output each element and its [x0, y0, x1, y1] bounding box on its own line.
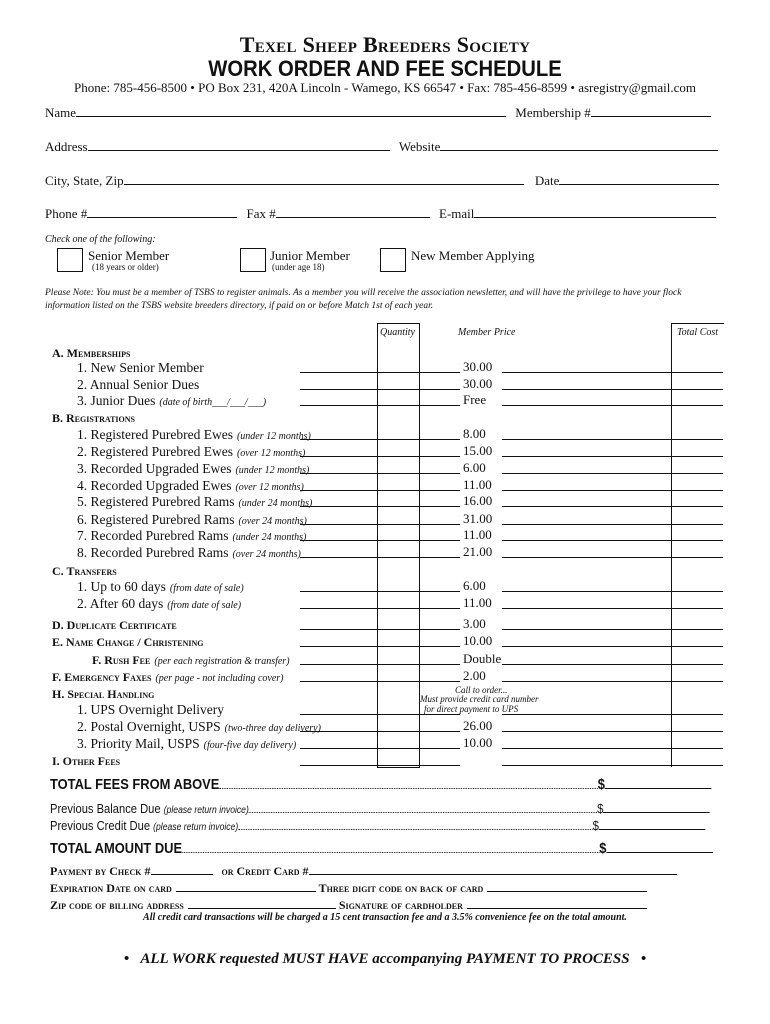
line-item-b7	[77, 527, 306, 545]
amount-due-row	[50, 840, 713, 857]
fee-note: All credit card transactions will be charged a 15 cent transaction fee and a 3.5% convenience fee on the total amount.	[143, 912, 627, 923]
member-price-header: Member Price	[458, 327, 516, 338]
dot-leader	[219, 778, 597, 789]
member-price: 21.00	[463, 544, 493, 559]
section-header-i	[52, 752, 120, 770]
credit-field[interactable]	[309, 862, 677, 875]
item-label: 3. Junior Dues	[77, 393, 156, 408]
quantity-line[interactable]	[300, 456, 460, 457]
total-cost-line[interactable]	[502, 629, 723, 630]
credit-label: or Credit Card #	[221, 864, 309, 878]
quantity-line[interactable]	[300, 506, 460, 507]
total-fees-field[interactable]	[605, 776, 712, 789]
expiration-field[interactable]	[176, 879, 316, 892]
item-label: 1. Up to 60 days	[77, 579, 166, 594]
phone-field[interactable]	[87, 205, 237, 218]
member-price: 11.00	[463, 477, 492, 492]
item-label: D. Duplicate Certificate	[52, 618, 177, 632]
item-note: (from date of sale)	[169, 583, 244, 594]
cvv-label: Three digit code on back of card	[318, 881, 484, 895]
item-note: (from date of sale)	[167, 600, 242, 611]
footer-text: ALL WORK requested MUST HAVE accompanying PAYMENT TO PROCESS	[140, 951, 630, 967]
dollar-sign: $	[597, 801, 604, 816]
amount-due-field[interactable]	[606, 840, 713, 853]
quantity-line[interactable]	[300, 681, 460, 682]
name-label: Name	[45, 105, 77, 120]
prev-balance-label: Previous Balance Due	[50, 801, 161, 816]
item-note: (under 12 months)	[236, 431, 311, 442]
section-header-e	[52, 633, 203, 651]
email-label: E-mail	[439, 206, 475, 221]
member-price: 6.00	[463, 578, 486, 593]
line-item-b2	[77, 443, 305, 461]
city-row	[45, 172, 719, 189]
member-price: 11.00	[463, 527, 492, 542]
quantity-line[interactable]	[300, 731, 460, 732]
member-price: 2.00	[463, 668, 486, 683]
junior-note: (under age 18)	[272, 262, 325, 272]
quantity-header: Quantity	[380, 327, 415, 338]
member-price: 10.00	[463, 633, 493, 648]
prev-credit-note: (please return invoice)	[153, 822, 239, 833]
check-prompt: Check one of the following:	[45, 234, 156, 245]
item-label: I. Other Fees	[52, 754, 121, 768]
new-member-label: New Member Applying	[411, 248, 535, 263]
quantity-line[interactable]	[300, 664, 460, 665]
junior-label: Junior Member	[270, 248, 350, 263]
line-item-a1	[77, 359, 204, 377]
address-label: Address	[45, 139, 88, 154]
phone-label: Phone #	[45, 206, 88, 221]
website-field[interactable]	[440, 138, 718, 151]
item-label: 3. Priority Mail, USPS	[77, 736, 200, 751]
member-price: 3.00	[463, 616, 486, 631]
item-label: 1. UPS Overnight Delivery	[77, 702, 224, 717]
quantity-line[interactable]	[300, 557, 460, 558]
item-label: 4. Recorded Upgraded Ewes	[77, 478, 232, 493]
item-note: (date of birth___/___/___)	[159, 397, 267, 408]
section-header-d	[52, 616, 177, 634]
total-cost-line[interactable]	[502, 372, 723, 373]
dot-leader	[182, 842, 599, 853]
item-note: (under 12 months)	[235, 465, 310, 476]
item-label: H. Special Handling	[52, 687, 155, 701]
senior-note: (18 years or older)	[92, 262, 159, 272]
prev-balance-row	[50, 800, 710, 816]
line-item-h1	[77, 701, 224, 719]
prev-balance-note: (please return invoice)	[163, 805, 249, 816]
phone-row	[45, 205, 716, 222]
item-label: 5. Registered Purebred Rams	[77, 494, 235, 509]
item-label: C. Transfers	[52, 564, 117, 578]
item-label: 6. Registered Purebred Rams	[77, 512, 235, 527]
quantity-line[interactable]	[300, 629, 460, 630]
item-note: (over 12 months)	[236, 448, 306, 459]
name-row	[45, 104, 711, 121]
item-note: (under 24 months)	[232, 532, 307, 543]
amount-due-label: TOTAL AMOUNT DUE	[50, 840, 183, 857]
junior-checkbox[interactable]	[240, 248, 266, 272]
section-header-f	[52, 668, 284, 686]
item-label: 2. Registered Purebred Ewes	[77, 444, 233, 459]
total-cost-line[interactable]	[502, 608, 723, 609]
quantity-line[interactable]	[300, 646, 460, 647]
name-field[interactable]	[76, 104, 506, 117]
date-label: Date	[534, 173, 560, 188]
prev-credit-label: Previous Credit Due	[50, 818, 151, 833]
quantity-line[interactable]	[300, 608, 460, 609]
total-cost-line[interactable]	[502, 540, 723, 541]
city-label: City, State, Zip	[45, 173, 124, 188]
line-item-a3	[77, 392, 266, 410]
quantity-line[interactable]	[300, 714, 460, 715]
item-label: 2. Postal Overnight, USPS	[77, 719, 221, 734]
footer-notice: • ALL WORK requested MUST HAVE accompanying PAYMENT TO PROCESS •	[123, 951, 647, 967]
quantity-line[interactable]	[300, 524, 460, 525]
line-item-b1	[77, 426, 311, 444]
quantity-line[interactable]	[300, 540, 460, 541]
item-label: E. Name Change / Christening	[52, 635, 204, 649]
prev-balance-field[interactable]	[603, 800, 710, 813]
member-price: 15.00	[463, 443, 493, 458]
expiration-row	[50, 879, 647, 896]
contact-info: Phone: 785-456-8500 • PO Box 231, 420A Lincoln - Wamego, KS 66547 • Fax: 785-456-8599 • asregistry@gmail.com	[74, 80, 696, 95]
prev-credit-field[interactable]	[599, 817, 706, 830]
quantity-line[interactable]	[300, 372, 460, 373]
signature-field[interactable]	[467, 896, 647, 909]
quantity-line[interactable]	[300, 765, 460, 766]
total-cost-line[interactable]	[502, 765, 723, 766]
zip-field[interactable]	[188, 896, 336, 909]
total-cost-line[interactable]	[502, 405, 723, 406]
prev-credit-row	[50, 817, 705, 833]
total-cost-header: Total Cost	[677, 327, 719, 338]
total-cost-line[interactable]	[502, 524, 723, 525]
dollar-sign: $	[597, 776, 605, 793]
total-fees-label: TOTAL FEES FROM ABOVE	[50, 776, 220, 793]
cvv-field[interactable]	[487, 879, 647, 892]
member-price: Free	[463, 392, 487, 407]
member-price: 11.00	[463, 595, 492, 610]
fax-field[interactable]	[276, 205, 430, 218]
ups-note-3: for direct payment to UPS	[424, 704, 519, 714]
dot-leader	[249, 802, 597, 813]
item-label: 3. Recorded Upgraded Ewes	[77, 461, 232, 476]
item-note: (two-three day delivery)	[224, 723, 321, 734]
address-row	[45, 138, 718, 155]
quantity-line[interactable]	[300, 591, 460, 592]
dollar-sign: $	[592, 818, 599, 833]
item-note: (over 24 months)	[238, 516, 307, 527]
quantity-line[interactable]	[300, 748, 460, 749]
membership-notice: Please Note: You must be a member of TSBS to register animals. As a member you will receive the association newsletter, and will have the privilege to have your flock information listed on the TSBS website breeders directory, if paid on or before Match 1st of each year.	[45, 288, 682, 311]
check-label: Payment by Check #	[50, 864, 151, 878]
quantity-line[interactable]	[300, 389, 460, 390]
email-field[interactable]	[474, 205, 716, 218]
zip-row	[50, 896, 647, 913]
total-cost-line[interactable]	[502, 439, 723, 440]
quantity-line[interactable]	[300, 490, 460, 491]
membership-label: Membership #	[515, 105, 591, 120]
line-item-b8	[77, 544, 301, 562]
member-price: 8.00	[463, 426, 486, 441]
item-label: F. Rush Fee	[92, 653, 151, 667]
item-label: 2. Annual Senior Dues	[77, 377, 200, 392]
ups-note-1: Call to order...	[455, 685, 508, 695]
line-item-h3	[77, 735, 296, 753]
section-header-rush	[92, 651, 290, 669]
total-cost-line[interactable]	[502, 473, 723, 474]
form-subtitle: WORK ORDER AND FEE SCHEDULE	[208, 56, 562, 81]
line-item-b5	[77, 493, 312, 511]
member-price: 26.00	[463, 718, 493, 733]
membership-field[interactable]	[591, 104, 711, 117]
total-fees-row	[50, 776, 712, 793]
item-label: B. Registrations	[52, 411, 135, 425]
new-member-checkbox[interactable]	[380, 248, 406, 272]
payment-row	[50, 862, 677, 879]
total-cost-line[interactable]	[502, 646, 723, 647]
zip-label: Zip code of billing address	[50, 898, 184, 912]
form-title: Texel Sheep Breeders Society	[239, 32, 531, 57]
member-price: 6.00	[463, 460, 486, 475]
item-note: (per page - not including cover)	[155, 673, 284, 684]
member-price: 30.00	[463, 376, 493, 391]
member-price: 30.00	[463, 359, 493, 374]
address-field[interactable]	[88, 138, 390, 151]
item-note: (four-five day delivery)	[203, 740, 297, 751]
check-field[interactable]	[151, 862, 213, 875]
date-field[interactable]	[559, 172, 719, 185]
fax-label: Fax #	[246, 206, 276, 221]
total-cost-line[interactable]	[502, 591, 723, 592]
total-cost-line[interactable]	[502, 664, 723, 665]
expiration-label: Expiration Date on card	[50, 881, 172, 895]
signature-label: Signature of cardholder	[338, 898, 463, 912]
section-header-b	[52, 409, 135, 427]
dot-leader	[238, 819, 592, 830]
ups-note-2: Must provide credit card number	[420, 694, 539, 704]
item-label: 7. Recorded Purebred Rams	[77, 528, 229, 543]
city-field[interactable]	[124, 172, 524, 185]
item-label: 1. Registered Purebred Ewes	[77, 427, 233, 442]
dollar-sign: $	[599, 840, 607, 857]
line-item-c2	[77, 595, 241, 613]
line-item-b3	[77, 460, 309, 478]
senior-label: Senior Member	[88, 248, 170, 263]
item-label: 2. After 60 days	[77, 596, 164, 611]
quantity-line[interactable]	[300, 473, 460, 474]
total-cost-line[interactable]	[502, 731, 723, 732]
website-label: Website	[398, 139, 441, 154]
total-cost-line[interactable]	[502, 557, 723, 558]
total-cost-line[interactable]	[502, 681, 723, 682]
quantity-line[interactable]	[300, 405, 460, 406]
member-price: 31.00	[463, 511, 493, 526]
total-cost-line[interactable]	[502, 456, 723, 457]
item-note: (over 12 months)	[235, 482, 304, 493]
item-label: 8. Recorded Purebred Rams	[77, 545, 229, 560]
total-cost-line[interactable]	[502, 490, 723, 491]
total-cost-line[interactable]	[502, 389, 723, 390]
item-note: (per each registration & transfer)	[154, 656, 290, 667]
member-price: 16.00	[463, 493, 493, 508]
total-cost-line[interactable]	[502, 506, 723, 507]
member-price: Double	[463, 651, 502, 666]
member-price: 10.00	[463, 735, 493, 750]
quantity-line[interactable]	[300, 439, 460, 440]
item-label: F. Emergency Faxes	[52, 670, 152, 684]
item-label: A. Memberships	[52, 346, 131, 360]
line-item-c1	[77, 578, 244, 596]
item-note: (under 24 months)	[238, 498, 313, 509]
senior-checkbox[interactable]	[57, 248, 83, 272]
item-label: 1. New Senior Member	[77, 360, 204, 375]
line-item-h2	[77, 718, 321, 736]
total-cost-line[interactable]	[502, 714, 723, 715]
item-note: (over 24 months)	[232, 549, 301, 560]
total-cost-line[interactable]	[502, 748, 723, 749]
